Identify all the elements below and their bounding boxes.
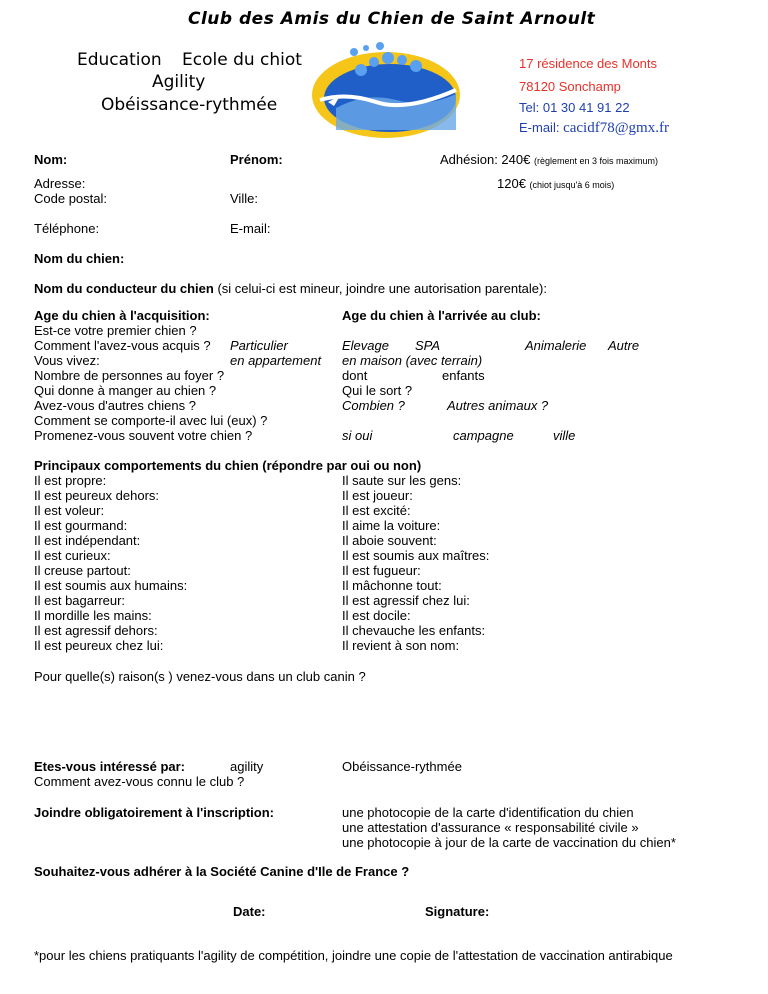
opt-combien: Combien ?: [342, 398, 405, 413]
behaviour-item: Il est fugueur:: [342, 563, 421, 578]
label-date: Date:: [233, 904, 266, 919]
q-promenade: Promenez-vous souvent votre chien ?: [34, 428, 253, 443]
behaviour-item: Il revient à son nom:: [342, 638, 460, 653]
adhesion-chiot-label: 120€: [497, 176, 526, 191]
label-ville: Ville:: [230, 191, 258, 206]
q-autres-chiens: Avez-vous d'autres chiens ?: [34, 398, 196, 413]
behaviour-item: Il est agressif chez lui:: [342, 593, 470, 608]
label-conducteur: [34, 281, 547, 296]
behaviour-item: Il mâchonne tout:: [342, 578, 442, 593]
opt-elevage: Elevage: [342, 338, 389, 353]
opt-dont: dont: [342, 368, 368, 383]
label-signature: Signature:: [425, 904, 490, 919]
doc-item: une photocopie à jour de la carte de vaccination du chien*: [342, 835, 676, 850]
contact-address2: 78120 Sonchamp: [519, 79, 621, 94]
behaviour-item: Il est excité:: [342, 503, 411, 518]
opt-enfants: enfants: [442, 368, 485, 383]
adhesion-label: Adhésion: 240€: [440, 152, 531, 167]
footnote: *pour les chiens pratiquants l'agility de compétition, joindre une copie de l'attestation de vaccination antirabique: [34, 948, 673, 963]
behaviours-title: Principaux comportements du chien (répondre par oui ou non): [34, 458, 422, 473]
behaviour-item: Il creuse partout:: [34, 563, 131, 578]
adhesion-chiot-note: (chiot jusqu'à 6 mois): [529, 180, 615, 190]
activity-education: Education: [77, 50, 162, 70]
contact-tel: Tel: 01 30 41 91 22: [519, 100, 630, 115]
q-vous-vivez: Vous vivez:: [34, 353, 100, 368]
behaviour-item: Il chevauche les enfants:: [342, 623, 486, 638]
behaviour-item: Il est peureux dehors:: [34, 488, 160, 503]
contact-email-address[interactable]: cacidf78@gmx.fr: [563, 120, 669, 136]
label-age-acquisition: Age du chien à l'acquisition:: [34, 308, 210, 323]
label-code-postal: Code postal:: [34, 191, 107, 206]
behaviour-item: Il est soumis aux humains:: [34, 578, 188, 593]
label-telephone: Téléphone:: [34, 221, 100, 236]
q-qui-donne: Qui donne à manger au chien ?: [34, 383, 217, 398]
opt-ville: ville: [553, 428, 576, 443]
opt-si-oui: si oui: [342, 428, 373, 443]
q-nombre-personnes: Nombre de personnes au foyer ?: [34, 368, 225, 383]
opt-autres-animaux: Autres animaux ?: [447, 398, 549, 413]
q-comportement: Comment se comporte-il avec lui (eux) ?: [34, 413, 268, 428]
club-title: Club des Amis du Chien de Saint Arnoult: [188, 9, 596, 29]
behaviour-item: Il saute sur les gens:: [342, 473, 462, 488]
opt-animalerie: Animalerie: [525, 338, 587, 353]
adhesion-note: (règlement en 3 fois maximum): [533, 156, 659, 166]
adhesion-chiot: [497, 176, 614, 191]
opt-autre: Autre: [608, 338, 640, 353]
behaviour-item: Il est peureux chez lui:: [34, 638, 164, 653]
contact-email: [519, 120, 669, 137]
q-sca: Souhaitez-vous adhérer à la Société Canine d'Ile de France ?: [34, 864, 410, 879]
q-qui-sort: Qui le sort ?: [342, 383, 413, 398]
opt-campagne: campagne: [453, 428, 514, 443]
label-email: E-mail:: [230, 221, 271, 236]
contact-address1: 17 résidence des Monts: [519, 56, 658, 71]
activity-ecole-chiot: Ecole du chiot: [182, 50, 302, 70]
q-acquis: Comment l'avez-vous acquis ?: [34, 338, 211, 353]
label-joindre: Joindre obligatoirement à l'inscription:: [34, 805, 275, 820]
conducteur-bold: Nom du conducteur du chien: [34, 281, 214, 296]
behaviour-item: Il est agressif dehors:: [34, 623, 158, 638]
activity-obeissance: Obéissance-rythmée: [101, 95, 278, 115]
label-age-arrivee: Age du chien à l'arrivée au club:: [342, 308, 541, 323]
adhesion: [440, 152, 658, 167]
opt-spa: SPA: [415, 338, 441, 353]
club-logo: [306, 40, 502, 140]
label-nom: Nom:: [34, 152, 68, 167]
behaviour-item: Il est indépendant:: [34, 533, 141, 548]
label-prenom: Prénom:: [230, 152, 283, 167]
activity-agility: Agility: [152, 72, 206, 92]
behaviour-item: Il est bagarreur:: [34, 593, 126, 608]
opt-appartement: en appartement: [230, 353, 322, 368]
doc-item: une photocopie de la carte d'identification du chien: [342, 805, 634, 820]
label-nom-chien: Nom du chien:: [34, 251, 125, 266]
opt-obeissance: Obéissance-rythmée: [342, 759, 462, 774]
behaviour-item: Il est docile:: [342, 608, 411, 623]
conducteur-note: (si celui-ci est mineur, joindre une autorisation parentale):: [217, 281, 547, 296]
behaviour-item: Il est joueur:: [342, 488, 413, 503]
behaviour-item: Il aboie souvent:: [342, 533, 437, 548]
label-adresse: Adresse:: [34, 176, 86, 191]
behaviour-item: Il est curieux:: [34, 548, 111, 563]
behaviour-item: Il est voleur:: [34, 503, 105, 518]
behaviour-item: Il aime la voiture:: [342, 518, 441, 533]
behaviour-item: Il est soumis aux maîtres:: [342, 548, 490, 563]
q-raison: Pour quelle(s) raison(s ) venez-vous dans un club canin ?: [34, 669, 366, 684]
behaviour-item: Il est propre:: [34, 473, 107, 488]
opt-maison: en maison (avec terrain): [342, 353, 483, 368]
opt-particulier: Particulier: [230, 338, 288, 353]
contact-email-label: E-mail:: [519, 120, 560, 135]
behaviour-item: Il est gourmand:: [34, 518, 128, 533]
behaviour-item: Il mordille les mains:: [34, 608, 152, 623]
q-connu: Comment avez-vous connu le club ?: [34, 774, 245, 789]
label-interesse: Etes-vous intéressé par:: [34, 759, 186, 774]
q-premier-chien: Est-ce votre premier chien ?: [34, 323, 197, 338]
doc-item: une attestation d'assurance « responsabilité civile »: [342, 820, 639, 835]
opt-agility: agility: [230, 759, 264, 774]
